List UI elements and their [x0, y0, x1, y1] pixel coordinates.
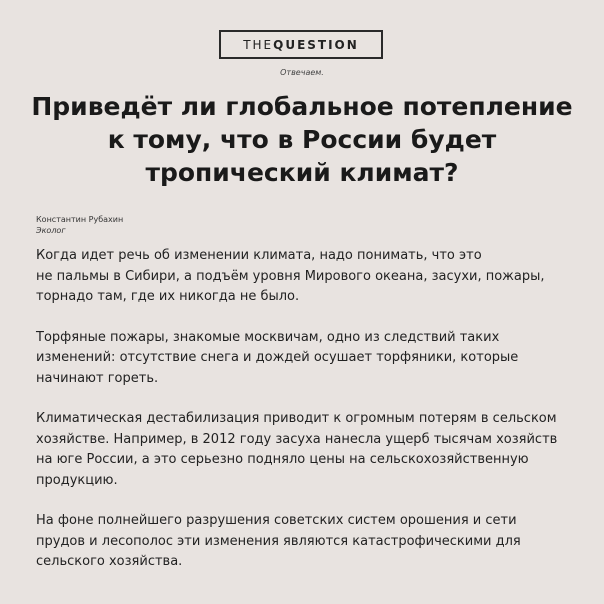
author-block [36, 214, 123, 236]
tagline: Отвечаем. [280, 68, 324, 77]
paragraph-line: изменений: отсутствие снега и дождей осушает торфяники, которые [36, 350, 519, 365]
logo-the-text: THE [243, 37, 274, 52]
author-role: Эколог [36, 226, 66, 235]
paragraph-line: не пальмы в Сибири, а подъём уровня Мирового океана, засухи, пожары, [36, 268, 545, 284]
title-line: Приведёт ли глобальное потепление [31, 92, 573, 121]
logo [219, 30, 383, 59]
paragraph-line: На фоне полнейшего разрушения советских систем орошения и сети [36, 513, 517, 528]
paragraph-line: хозяйстве. Например, в 2012 году засуха нанесла ущерб тысячам хозяйств [36, 431, 558, 447]
paragraph-line: Торфяные пожары, знакомые москвичам, одно из следствий таких [36, 329, 500, 345]
author-name: Константин Рубахин [36, 215, 124, 224]
paragraph [36, 246, 576, 308]
paragraph-line: продукцию. [36, 472, 118, 488]
paragraph [36, 511, 576, 573]
paragraph-line: Климатическая дестабилизация приводит к огромным потерям в сельском [36, 411, 557, 426]
title-line: тропический климат? [145, 158, 459, 187]
paragraph-line: Когда идет речь об изменении климата, надо понимать, что это [36, 248, 482, 263]
paragraph-line: на юге России, а это серьезно подняло цены на сельскохозяйственную [36, 452, 529, 467]
answer-body [36, 246, 576, 593]
question-title [20, 90, 584, 189]
paragraph-line: прудов и лесополос эти изменения являются катастрофическими для [36, 533, 521, 549]
paragraph-line: торнадо там, где их никогда не было. [36, 289, 300, 304]
logo-question-text: QUESTION [273, 37, 359, 52]
paragraph [36, 328, 576, 390]
paragraph-line: сельского хозяйства. [36, 554, 183, 569]
paragraph-line: начинают гореть. [36, 370, 159, 386]
title-line: к тому, что в России будет [107, 125, 497, 154]
paragraph [36, 409, 576, 491]
